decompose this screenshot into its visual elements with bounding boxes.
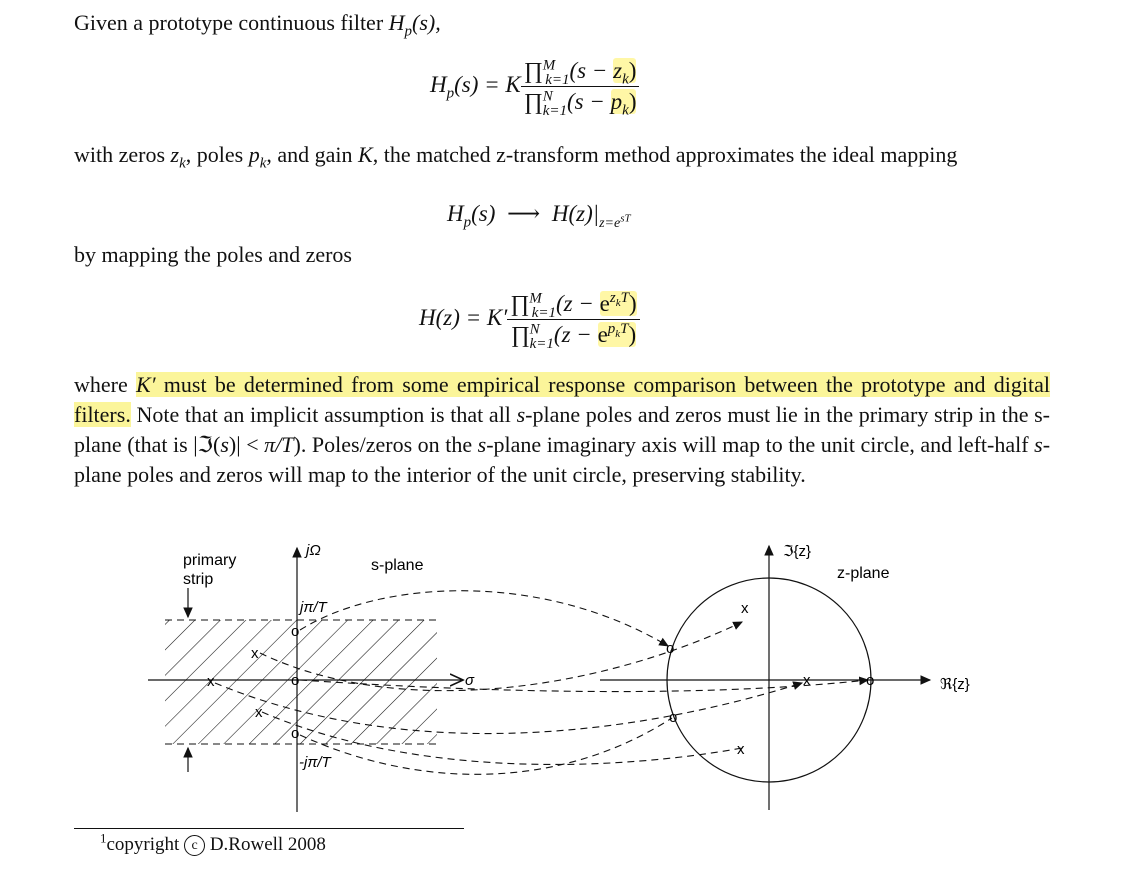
z-plane-label: z-plane	[837, 565, 890, 582]
z-pole-lower: x	[737, 741, 745, 758]
s-axis-imag-label: jΩ	[306, 542, 321, 559]
s-pole-real: x	[207, 673, 215, 690]
eq1-denominator: ∏$^N_{k=1}$(s − $p_k$)	[523, 88, 637, 119]
equation-prototype-filter: $H_p(s) = K$ $\frac{\prod^M_{k=1}(s - z_k)}{\prod^N_{k=1}(s - p_k)}$	[430, 56, 639, 117]
z-zero-lower: o	[669, 709, 678, 726]
s-axis-real-label: σ	[465, 672, 475, 689]
z-axis-imag-label: ℑ{z}	[783, 543, 811, 560]
z-pole-upper: x	[741, 600, 749, 617]
z-axis-real-label: ℜ{z}	[940, 676, 970, 693]
footnote-rule	[74, 828, 464, 829]
z-zero-upper: o	[666, 640, 675, 657]
s-zero-origin: o	[291, 672, 300, 689]
intro-line: Given a prototype continuous filter $H_p(s)$,	[74, 10, 441, 40]
strip-label-line2: strip	[183, 571, 214, 588]
s-pole-lower: x	[255, 704, 263, 721]
s-pole-upper: x	[251, 645, 259, 662]
s-plane-label: s-plane	[371, 557, 424, 574]
eq3-numerator: ∏$^M_{k=1}$(z − $e^{z_kT}$)	[507, 289, 639, 320]
s-to-z-plane-mapping-figure	[0, 530, 1131, 820]
bottom-marker-label: -jπ/T	[299, 754, 331, 771]
footnote: $^1$copyright c D.Rowell 2008	[100, 830, 326, 855]
eq3-denominator: ∏$^N_{k=1}$(z − $e^{p_kT}$)	[510, 321, 637, 352]
equation-ideal-mapping: $H_p(s)$ ⟶ $H(z)|_{z=e^{sT}}$	[447, 201, 631, 231]
equation-matched-z: H(z) = K′ $\frac{\prod^M_{k=1}(z - e^{z_kT})}{\prod^N_{k=1}(z - e^{p_kT})}$	[419, 289, 640, 350]
paragraph-assumptions: where K′ must be determined from some empirical response comparison between the prototype and digital filters. Note that an implicit assumption is that all s-plane poles and zeros must lie in the primary strip in the s-plane (that is |ℑ(s)| < π/T). Poles/zeros on the s-plane imaginary axis will map to the unit circle, and left-half s-plane poles and zeros will map to the interior of the unit circle, preserving stability.	[74, 372, 1051, 487]
s-zero-bottom: o	[291, 725, 300, 742]
paragraph-mapping: by mapping the poles and zeros	[74, 242, 352, 267]
eq1-numerator: ∏$^M_{k=1}$(s − $z_k$)	[521, 56, 640, 87]
copyright-symbol: c	[184, 835, 205, 856]
s-zero-top: o	[291, 623, 300, 640]
top-marker-label: jπ/T	[300, 599, 327, 616]
highlighted-sentence: K′ must be determined from some empirical response comparison between the prototype and digital filters.	[74, 372, 1050, 427]
paragraph-matched-z-intro: with zeros $z_k$, poles $p_k$, and gain K, the matched z-transform method approximates the ideal mapping	[74, 142, 958, 172]
strip-label-line1: primary	[183, 552, 237, 569]
primary-strip-hatch	[165, 620, 437, 744]
z-zero-real: o	[866, 672, 875, 689]
z-pole-real: x	[803, 672, 811, 689]
